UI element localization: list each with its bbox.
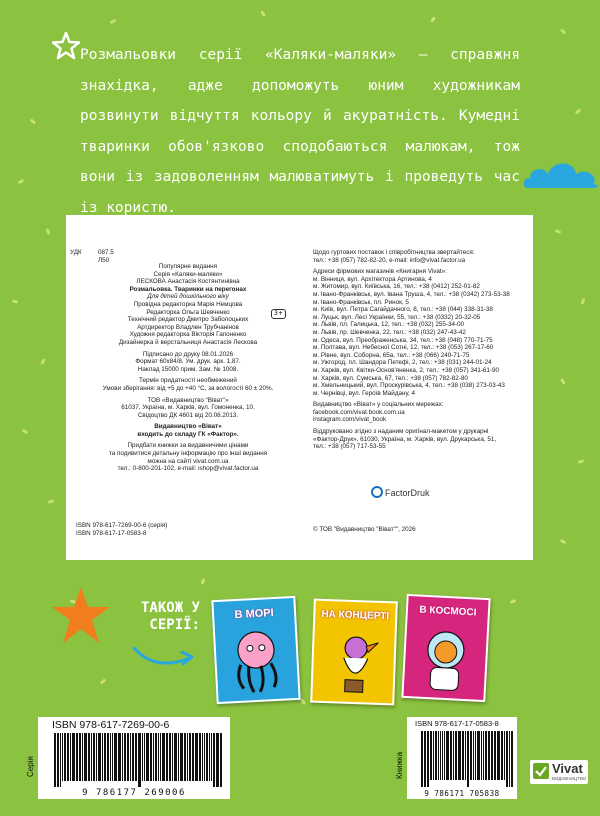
store-line: м. Рівне, вул. Соборна, 65а, тел.: +38 (066) 240-71-75 — [313, 351, 470, 359]
book-title: В МОРІ — [234, 607, 274, 622]
book-title: НА КОНЦЕРТІ — [321, 608, 390, 623]
book-title: Розмальовка. Тваринки на перегонах — [129, 285, 247, 293]
barcode-bar — [93, 733, 95, 781]
barcode-bar — [84, 733, 87, 781]
credit-line: Провідна редакторка Марія Немцова — [133, 300, 243, 308]
barcode-bar — [421, 731, 423, 787]
store-line: м. Івано-Франківськ, пл. Ринок, 5 — [313, 298, 409, 306]
arrow-icon — [130, 640, 200, 670]
barcode-bar — [158, 733, 159, 781]
barcode-bar — [91, 733, 92, 781]
barcode-bar — [150, 733, 152, 781]
print-line: Підписано до друку 08.01.2026 — [142, 350, 234, 358]
barcode-bar — [160, 733, 161, 781]
series-name: Серія «Каляки-маляки» — [153, 270, 223, 278]
credit-line: Технічний редактор Дмитро Заболоцьких — [127, 316, 249, 324]
printing-line: тел.: +38 (057) 717-53-55 — [313, 443, 386, 451]
intro-text: Розмальовки серії «Каляки-маляки» – справжня знахідка, адже допоможуть юним художникам розвинути відчуття кольору й акуратність. Кумедні тваринки обов'язково сподобаються малюкам, тож вони із задоволенням малюватимуть і проведуть час із користю. — [80, 47, 520, 216]
barcode-bar — [138, 733, 141, 787]
udk-label: УДК — [70, 249, 82, 256]
barcode-bar — [102, 733, 103, 781]
barcode-bar — [206, 733, 208, 781]
store-line: м. Луцьк, вул. Лесі Українки, 55, тел.: +38 (0332) 20-32-05 — [313, 313, 481, 321]
barcode-bar — [118, 733, 121, 781]
barcode-bar — [162, 733, 165, 781]
barcode-bar — [104, 733, 106, 781]
store-line: м. Одеса, вул. Преображенська, 34, тел.: +38 (048) 770-71-75 — [313, 336, 493, 344]
buy-line: та подивитися детальну інформацію про інші видання — [108, 450, 268, 458]
store-line: м. Житомир, вул. Київська, 16, тел.: +38 (0412) 252-01-82 — [313, 283, 480, 291]
store-line: м. Вінниця, вул. Архітектора Артинова, 4 — [313, 275, 432, 283]
storage-line: Термін придатності необмежений — [139, 377, 237, 385]
barcode-bar — [430, 731, 432, 780]
barcode-bar — [506, 731, 508, 787]
publisher-line: 61037, Україна, м. Харків, вул. Гомоненка, 10. — [121, 404, 255, 412]
factordruk-logo: FactorDruk — [371, 486, 430, 498]
barcode-bar — [130, 733, 131, 781]
barcode-bar — [509, 731, 511, 787]
barcode-bar — [458, 731, 460, 780]
barcode-bar — [174, 733, 177, 781]
barcode-bar — [184, 733, 186, 781]
barcode-bar — [96, 733, 97, 781]
wholesale-line: Щодо гуртових поставок і співробітництва звертайтеся: — [313, 249, 475, 256]
store-line: м. Львів, пр. Шевченка, 22, тел.: +38 (032) 247-43-42 — [313, 328, 466, 336]
barcode-bar — [435, 731, 437, 780]
barcode-bar — [481, 731, 482, 780]
book-barcode — [395, 717, 517, 799]
barcode-bar — [172, 733, 173, 781]
barcode-bar — [70, 733, 71, 781]
social-line: instagram.com/vivat_book — [313, 416, 387, 424]
series-book-concert[interactable] — [310, 599, 398, 706]
book-isbn: ISBN 978-617-17-0583-8 — [415, 719, 499, 728]
store-line: м. Харків, вул. Квітки-Основ'яненка, 2, тел.: +38 (057) 341-61-90 — [313, 366, 500, 374]
series-barcode-number: 9 786177 269006 — [82, 788, 186, 798]
publisher-group-line: входить до складу ГК «Фактор». — [137, 430, 239, 438]
barcode-bar — [477, 731, 478, 780]
publisher-line: Свідоцтво ДК 4601 від 20.08.2013. — [137, 411, 239, 419]
barcode-bar — [82, 733, 83, 781]
barcode-bar — [135, 733, 137, 781]
barcode-bar — [180, 733, 183, 781]
age-badge: 3+ — [271, 309, 286, 319]
barcode-bar — [491, 731, 493, 780]
barcode-bar — [444, 731, 445, 780]
printing-line: «Фактор-Друк», 61030, Україна, м. Харків, вул. Друкарська, 51, — [313, 435, 497, 443]
audience: Для дітей дошкільного віку — [147, 293, 229, 301]
storage-line: Умови зберігання: від +5 до +40 °С, за вологості 60 ± 20%. — [102, 384, 274, 392]
barcode-bar — [465, 731, 466, 780]
store-line: м. Полтава, вул. Небесної Сотні, 12, тел.: +38 (053) 267-17-60 — [313, 344, 494, 352]
barcode-bar — [132, 733, 134, 781]
barcode-bars — [421, 731, 513, 787]
social-line: facebook.com/vivat.book.com.ua — [313, 408, 405, 416]
isbn-line: ISBN 978-617-17-0583-8 — [76, 530, 147, 537]
series-isbn: ISBN 978-617-7269-00-6 — [52, 719, 170, 731]
star-icon — [50, 585, 112, 647]
store-line: м. Івано-Франківськ, вул. Івана Труша, 4, тел.: +38 (0342) 273-53-38 — [313, 290, 510, 298]
barcode-bar — [187, 733, 188, 781]
barcode-bar — [64, 733, 66, 781]
octopus-icon — [227, 627, 286, 696]
book-title: В КОСМОСІ — [419, 604, 477, 619]
series-barcode — [26, 717, 230, 799]
book-side-label: Книжка — [395, 751, 404, 779]
barcode-bar — [153, 733, 154, 781]
series-book-space[interactable] — [401, 594, 490, 702]
barcode-bar — [483, 731, 484, 780]
series-label: ТАКОЖ У СЕРІЇ: — [140, 600, 200, 633]
vivat-logo — [530, 760, 588, 784]
publisher-group-line: Видавництво «Віват» — [154, 423, 222, 431]
barcode-bar — [211, 733, 212, 781]
barcode-bar — [501, 731, 503, 780]
barcode-bar — [424, 731, 426, 787]
store-line: м. Чернівці, вул. Героїв Майдану, 4 — [313, 389, 415, 397]
series-book-sea[interactable] — [211, 596, 300, 704]
l-code: Л50 — [98, 257, 110, 264]
social-line: Видавництво «Віват» у соціальних мережах: — [313, 401, 444, 409]
isbn-block — [76, 522, 167, 538]
barcode-bar — [110, 733, 111, 781]
printing-line: Віддруковано згідно з наданим оригінал-макетом у друкарні — [313, 428, 489, 436]
barcode-bar — [216, 733, 219, 787]
author: ЛЕСКОВА Анастасія Костянтинівна — [136, 278, 240, 286]
book-barcode-number: 9 786171 705838 — [424, 789, 500, 798]
genre: Популярне видання — [158, 263, 218, 270]
barcode-bar — [124, 733, 126, 781]
barcode-bar — [127, 733, 130, 781]
wholesale-line: тел.: +38 (057) 782-82-20, e-mail: info@vivat.factor.ua — [313, 256, 466, 264]
barcode-bar — [54, 733, 56, 787]
credit-line: Художня редакторка Вікторія Гапоненко — [129, 331, 247, 339]
barcode-bar — [112, 733, 113, 781]
imprint-right-column — [313, 249, 538, 451]
store-line: м. Харків, вул. Сумська, 67, тел.: +38 (057) 782-82-80 — [313, 374, 468, 382]
barcode-bar — [462, 731, 463, 780]
barcode-bar — [57, 733, 59, 787]
barcode-bar — [475, 731, 476, 780]
barcode-bar — [60, 733, 61, 787]
imprint-sheet — [66, 215, 533, 560]
barcode-bar — [62, 733, 63, 781]
credit-line: Артдиректор Владлен Трубчанінов — [137, 323, 239, 331]
barcode-bar — [166, 733, 168, 781]
vivat-sub: ВИДАВНИЦТВО — [552, 776, 587, 781]
credit-line: Дизайнерка й верстальниця Анастасія Лескова — [118, 338, 258, 346]
barcode-bar — [470, 731, 472, 780]
barcode-bar — [467, 731, 469, 787]
stores-title: Адреси фірмових магазинів «Книгарня Vivat»: — [313, 268, 447, 276]
barcode-bar — [107, 733, 109, 781]
barcode-bar — [114, 733, 117, 781]
udk-code: 087.5 — [98, 249, 114, 256]
store-line: м. Хмельницький, вул. Проскурівська, 4, тел.: +38 (038) 273-03-43 — [313, 382, 505, 390]
credit-line: Редакторка Ольга Шевченко — [146, 308, 230, 316]
store-line: м. Київ, вул. Петра Сагайдачного, 8, тел.: +38 (044) 338-31-38 — [313, 306, 493, 314]
print-line: Формат 60x84/8. Ум. друк. арк. 1,87. — [135, 358, 241, 366]
barcode-bar — [204, 733, 205, 781]
barcode-bar — [494, 731, 496, 780]
barcode-bar — [98, 733, 101, 781]
buy-line: Придбати книжки за видавничими цінами — [127, 442, 249, 450]
barcode-bar — [442, 731, 444, 780]
barcode-bar — [142, 733, 143, 781]
barcode-bar — [213, 733, 215, 787]
barcode-bar — [88, 733, 90, 781]
buy-line: можна на сайті vivat.com.ua — [147, 457, 229, 465]
barcode-bar — [504, 731, 506, 780]
barcode-bar — [473, 731, 474, 780]
barcode-bar — [478, 731, 480, 780]
barcode-bars — [54, 733, 222, 787]
star-icon — [52, 32, 80, 60]
barcode-bar — [67, 733, 69, 781]
barcode-bar — [440, 731, 441, 780]
barcode-bar — [463, 731, 464, 780]
barcode-bar — [220, 733, 222, 787]
bird-icon — [326, 627, 382, 699]
barcode-bar — [453, 731, 454, 780]
barcode-bar — [155, 733, 157, 781]
barcode-bar — [122, 733, 123, 781]
barcode-bar — [488, 731, 490, 780]
barcode-bar — [178, 733, 179, 781]
barcode-bar — [76, 733, 78, 781]
barcode-bar — [189, 733, 191, 781]
publisher-line: ТОВ «Видавництво “Віват”» — [147, 396, 229, 404]
store-line: м. Львів, пл. Галицька, 12, тел.: +38 (032) 255-34-00 — [313, 321, 465, 329]
barcode-bar — [199, 733, 201, 781]
vivat-check-icon — [533, 763, 549, 779]
barcode-bar — [497, 731, 499, 780]
barcode-bar — [202, 733, 203, 781]
series-side-label: Серія — [26, 756, 35, 777]
barcode-bar — [72, 733, 75, 781]
barcode-bar — [427, 731, 429, 787]
buy-line: тел.: 0-800-201-102, e-mail: ishop@vivat.factor.ua — [117, 465, 259, 473]
barcode-bar — [446, 731, 448, 780]
barcode-bar — [438, 731, 439, 780]
barcode-bar — [433, 731, 434, 780]
barcode-bar — [485, 731, 487, 780]
barcode-bar — [455, 731, 457, 780]
barcode-bar — [195, 733, 198, 781]
isbn-line: ISBN 978-617-7269-00-6 (серія) — [76, 522, 168, 529]
vivat-name: Vivat — [552, 761, 583, 776]
barcode-bar — [209, 733, 210, 781]
factor-ring-icon — [371, 486, 383, 498]
store-line: м. Ужгород, пл. Шандора Петефі, 2, тел.: +38 (031) 244-01-24 — [313, 359, 492, 367]
print-line: Наклад 15000 прим. Зам. № 1008. — [137, 365, 239, 373]
barcode-bar — [79, 733, 81, 781]
barcode-bar — [169, 733, 171, 781]
barcode-bar — [511, 731, 513, 787]
copyright: © ТОВ "Видавництво "Віват"", 2026 — [313, 526, 416, 533]
tiger-astronaut-icon — [416, 623, 476, 696]
cloud-icon — [522, 156, 600, 190]
barcode-bar — [144, 733, 145, 781]
barcode-bar — [146, 733, 149, 781]
barcode-bar — [192, 733, 194, 781]
barcode-bar — [450, 731, 452, 780]
